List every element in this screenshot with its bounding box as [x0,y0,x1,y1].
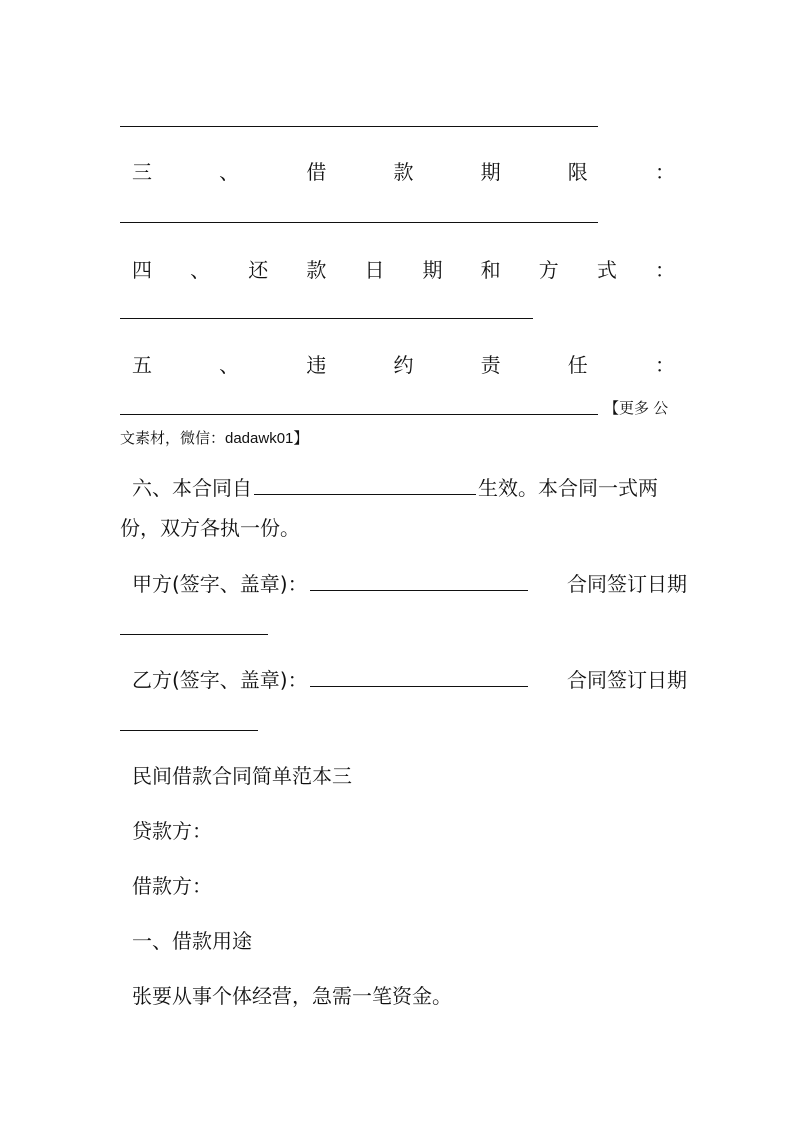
char: 方 [538,258,559,282]
blank-line [120,126,598,127]
blank-line [310,570,528,591]
char: 期 [480,160,501,184]
blank-line [120,634,268,635]
char: 式 [596,258,617,282]
sign-date-label: 合同签订日期 [567,572,687,596]
item-3-loan-term [120,158,675,186]
char: 借 [306,160,327,184]
watermark-text: 文素材，微信：dadawk01】 [120,430,309,447]
blank-line [120,222,598,223]
blank-line [120,414,598,415]
char: 四 [132,258,152,282]
char: 、 [190,258,211,282]
item-6-continued: 份，双方各执一份。 [120,516,300,540]
char: 日 [364,258,385,282]
char: 约 [393,353,414,377]
item-4-repayment [120,256,675,284]
char: 三 [132,160,152,184]
char: 、 [219,160,240,184]
char: ： [654,353,675,377]
char: 责 [480,353,501,377]
char: 、 [219,353,240,377]
blank-line [310,666,528,687]
char: 和 [480,258,501,282]
party-a-signature: 甲方(签字、盖章)： 合同签订日期 [132,572,687,596]
char: 五 [132,353,152,377]
section-1-title: 一、借款用途 [132,929,252,953]
party-b-signature: 乙方(签字、盖章)： 合同签订日期 [132,668,687,692]
char: 任 [567,353,588,377]
char: ： [654,160,675,184]
item-6-effective: 六、本合同自 生效。本合同一式两 [132,476,658,500]
char: 期 [422,258,443,282]
char: 还 [248,258,269,282]
sign-date-label: 合同签订日期 [567,668,687,692]
blank-line [120,318,533,319]
blank-line [120,730,258,731]
char: 款 [393,160,414,184]
char: 违 [306,353,327,377]
char: 限 [567,160,588,184]
blank-line [254,474,476,495]
item-5-liability [120,351,675,379]
char: ： [654,258,675,282]
lender-label: 贷款方： [132,819,212,843]
borrower-label: 借款方： [132,874,212,898]
char: 款 [306,258,327,282]
contract-3-title: 民间借款合同简单范本三 [132,764,352,788]
watermark-text: 【更多 公 [604,400,669,417]
section-1-text: 张要从事个体经营，急需一笔资金。 [132,984,452,1008]
